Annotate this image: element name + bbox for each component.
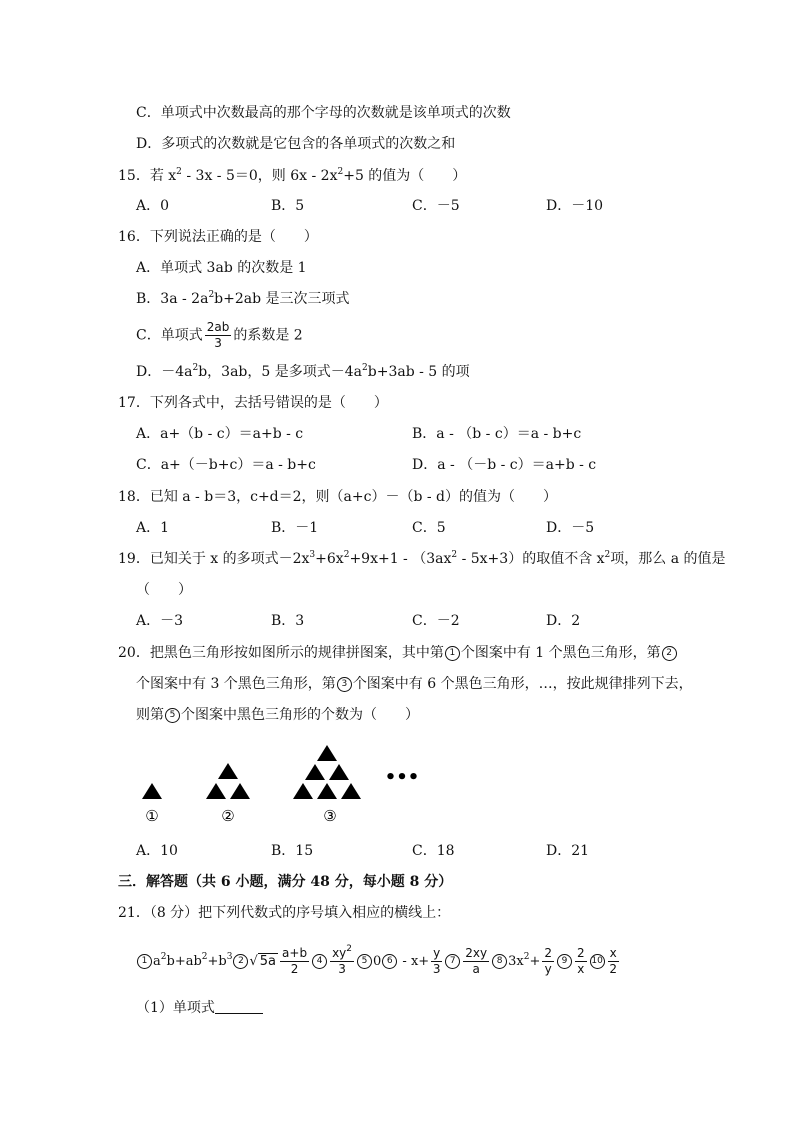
- q15-stem-part: 15．若 x: [118, 168, 177, 184]
- q20-line-1: [118, 643, 678, 663]
- sqrt-expression: √ 5a: [249, 954, 277, 969]
- fraction-denominator: 3: [338, 962, 346, 976]
- triangle-icon: [341, 783, 361, 799]
- q15-option-a: A．0: [136, 198, 170, 214]
- q17-option-a: A．a+（b - c）＝a+b - c: [136, 426, 304, 442]
- expr-fraction: [575, 946, 587, 977]
- expr-fraction: [431, 946, 442, 977]
- fraction-numerator: a+b: [282, 946, 308, 960]
- q19-answer-paren: （ ）: [136, 582, 192, 598]
- q19-part: 19．已知关于 x 的多项式－2x: [118, 551, 310, 567]
- q16-d-part: b+3ab - 5 的项: [367, 364, 470, 380]
- q20-text: 20．把黑色三角形按如图所示的规律拼图案，其中第: [118, 645, 444, 661]
- q21-stem: 21．（8 分）把下列代数式的序号填入相应的横线上：: [118, 905, 451, 921]
- q16-c-fraction: [205, 320, 232, 351]
- triangle-icon: [206, 783, 226, 799]
- q16-stem: 16．下列说法正确的是（ ）: [118, 229, 318, 245]
- fraction-numerator: 2: [577, 946, 585, 960]
- q14-option-c: C．单项式中次数最高的那个字母的次数就是该单项式的次数: [136, 105, 511, 121]
- circled-number: 9: [557, 954, 572, 969]
- q19-sup: 3: [309, 550, 316, 560]
- q16-b-sup: 2: [208, 290, 215, 300]
- triangle-icon: [317, 783, 337, 799]
- q14-option-d: D．多项式的次数就是它包含的各单项式的次数之和: [136, 136, 456, 152]
- q19-option-b: B．3: [271, 613, 305, 629]
- expr-text: a: [153, 954, 161, 969]
- fraction-denominator: 3: [214, 336, 222, 350]
- q19-option-c: C．－2: [412, 613, 460, 629]
- expr-fraction: [542, 946, 554, 977]
- triangle-icon: [317, 745, 337, 761]
- fraction-denominator: y: [544, 962, 552, 976]
- triangle-icon: [305, 764, 325, 780]
- q20-option-b: B．15: [271, 843, 314, 859]
- fraction-numerator: [330, 946, 354, 962]
- expr-text: +b: [207, 954, 227, 969]
- q18-option-c: C．5: [412, 520, 446, 536]
- figure-label-1: ①: [145, 807, 159, 825]
- q19-part: - 5x+3）的取值不含 x: [457, 551, 605, 567]
- circled-number: 1: [137, 954, 152, 969]
- expr-fraction: [330, 946, 354, 977]
- q16-option-a: A．单项式 3ab 的次数是 1: [136, 260, 307, 276]
- q16-option-b: [136, 289, 350, 309]
- fraction-denominator: 3: [432, 962, 441, 976]
- circled-number: 2: [233, 954, 248, 969]
- figure-label-2: ②: [221, 807, 235, 825]
- circled-number: 4: [312, 954, 327, 969]
- q16-b-part: b+2ab 是三次三项式: [214, 291, 350, 307]
- q18-option-b: B．－1: [271, 520, 319, 536]
- fraction-denominator: 2: [609, 962, 618, 976]
- circled-number: 6: [382, 954, 397, 969]
- q16-c-part: C．单项式: [136, 327, 203, 344]
- q20-text: 则第: [136, 707, 164, 723]
- q19-sup: 2: [604, 550, 611, 560]
- q17-stem: 17．下列各式中，去括号错误的是（ ）: [118, 395, 388, 411]
- fraction-numerator: 2ab: [206, 320, 230, 334]
- expr-sup: 3: [226, 952, 233, 962]
- expr-sup: 2: [523, 952, 530, 962]
- q21-sub-1-label: （1）单项式: [136, 1000, 215, 1016]
- expr-sup: 2: [201, 952, 208, 962]
- q16-option-d: [136, 362, 470, 382]
- q18-option-a: A．1: [136, 520, 170, 536]
- q17-option-d: D．a - （－b - c）＝a+b - c: [412, 457, 597, 473]
- q15-option-b: B．5: [271, 198, 305, 214]
- fraction-numerator: x: [609, 946, 617, 960]
- circled-number: 5: [357, 954, 372, 969]
- expr-text: 0: [373, 954, 382, 969]
- q20-text: 个图案中有 6 个黑色三角形，…，按此规律排列下去，: [352, 676, 693, 692]
- q16-d-sup: 2: [192, 363, 199, 373]
- radicand: 5a: [259, 954, 277, 969]
- expr-fraction: [608, 946, 619, 977]
- q20-option-c: C．18: [412, 843, 455, 859]
- q19-part: 项，那么 a 的值是: [610, 551, 726, 567]
- q16-c-part: 的系数是 2: [233, 327, 303, 344]
- q15-option-d: D．－10: [546, 198, 604, 214]
- q19-sup: 2: [451, 550, 458, 560]
- q15-stem-part: +5 的值为（ ）: [343, 168, 467, 184]
- triangle-pattern-figure: [130, 735, 430, 830]
- q18-stem: 18．已知 a - b＝3，c+d＝2，则（a+c）－（b - d）的值为（ ）: [118, 489, 558, 505]
- expr-text: - x+: [398, 954, 430, 969]
- q19-option-d: D．2: [546, 613, 581, 629]
- q21-sub-1: [136, 998, 263, 1018]
- fraction-denominator: a: [472, 962, 480, 976]
- q19-stem: [118, 549, 726, 569]
- q15-stem: [118, 166, 466, 186]
- q16-d-sup: 2: [362, 363, 368, 373]
- q20-text: 个图案中黑色三角形的个数为（ ）: [181, 707, 419, 723]
- answer-blank[interactable]: [215, 999, 263, 1014]
- section-3-heading: 三．解答题（共 6 小题，满分 48 分，每小题 8 分）: [118, 874, 453, 890]
- expr-sup: 2: [346, 944, 352, 954]
- q19-option-a: A．－3: [136, 613, 184, 629]
- q20-line-3: [136, 705, 419, 725]
- expr-fraction: [280, 946, 309, 977]
- circled-number: 1: [445, 646, 460, 661]
- q20-line-2: [136, 674, 693, 694]
- ellipsis-dots: •••: [384, 767, 420, 788]
- expr-sup: 2: [160, 952, 167, 962]
- q15-sup: 2: [337, 167, 344, 177]
- fraction-denominator: 2: [290, 962, 299, 976]
- q17-option-b: B．a - （b - c）＝a - b+c: [412, 426, 582, 442]
- q16-option-c: [136, 320, 303, 351]
- q19-sup: 2: [343, 550, 350, 560]
- q15-option-c: C．－5: [412, 198, 460, 214]
- q20-option-d: D．21: [546, 843, 590, 859]
- triangle-icon: [230, 783, 250, 799]
- fraction-numerator: 2: [544, 946, 553, 960]
- figure-label-3: ③: [323, 807, 337, 825]
- q20-option-a: A．10: [136, 843, 178, 859]
- triangle-icon: [293, 783, 313, 799]
- expr-fraction: [463, 946, 489, 977]
- q21-expressions: [136, 944, 621, 980]
- expr-text: 3x: [508, 954, 524, 969]
- q20-text: 个图案中有 3 个黑色三角形，第: [136, 676, 336, 692]
- triangle-icon: [218, 763, 238, 779]
- circled-number: 10: [590, 954, 605, 969]
- q16-d-part: b，3ab，5 是多项式－4a: [198, 364, 363, 380]
- q19-part: +9x+1 - （3ax: [349, 551, 452, 567]
- expr-text: +: [529, 954, 541, 969]
- circled-number: 8: [492, 954, 507, 969]
- q16-d-part: D．－4a: [136, 364, 193, 380]
- circled-number: 7: [445, 954, 460, 969]
- fraction-numerator: 2xy: [465, 946, 488, 960]
- circled-number: 2: [662, 646, 677, 661]
- q18-option-d: D．－5: [546, 520, 595, 536]
- q20-text: 个图案中有 1 个黑色三角形，第: [460, 645, 661, 661]
- expr-text: xy: [332, 946, 347, 960]
- fraction-denominator: x: [577, 962, 585, 976]
- q17-option-c: C．a+（－b+c）＝a - b+c: [136, 457, 316, 473]
- expr-text: b+ab: [166, 954, 202, 969]
- q19-part: +6x: [315, 551, 344, 567]
- q15-sup: 2: [176, 167, 182, 177]
- q16-b-part: B．3a - 2a: [136, 291, 209, 307]
- triangle-icon: [142, 783, 162, 799]
- fraction-numerator: y: [433, 946, 441, 960]
- q15-stem-part: - 3x - 5＝0，则 6x - 2x: [181, 168, 338, 184]
- circled-number: 3: [337, 677, 352, 692]
- triangle-icon: [329, 764, 349, 780]
- circled-number: 5: [165, 708, 180, 723]
